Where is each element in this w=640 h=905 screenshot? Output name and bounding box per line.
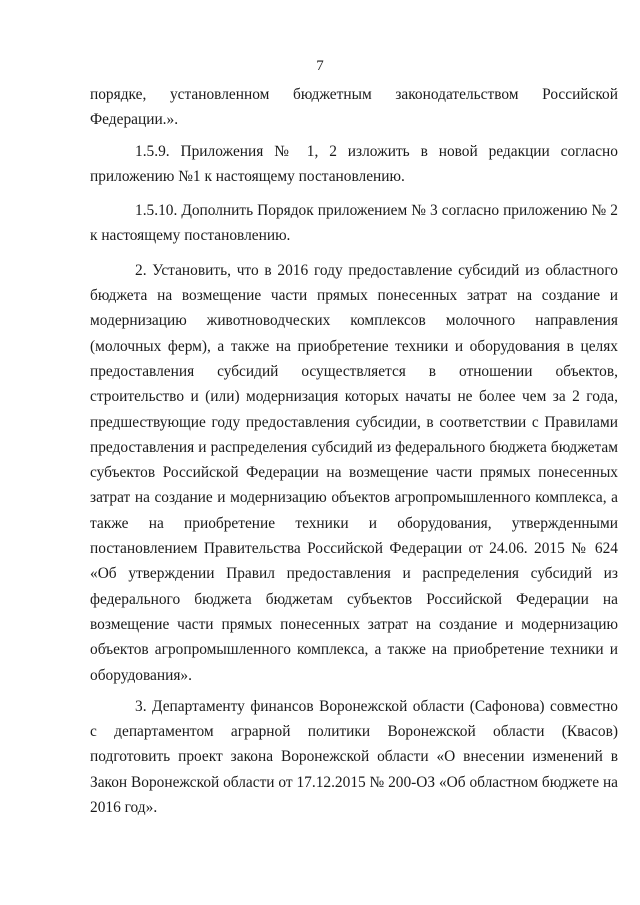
paragraph-3: 3. Департаменту финансов Воронежской области (Сафонова) совместно с департаментом аграрной политики Воронежской области (Квасов) подготовить проект закона Воронежской области «О внесении изменений в Закон Воронежской области от 17.12.2015 № 200-ОЗ «Об областном бюджете на 2016 год». [90, 697, 619, 817]
document-body [90, 82, 622, 820]
page-number: 7 [316, 58, 324, 74]
paragraph-continuation: порядке, установленном бюджетным законодательством Российской Федерации.». [90, 86, 622, 129]
paragraph-2: 2. Установить, что в 2016 году предоставление субсидий из областного бюджета на возмещение части прямых понесенных затрат на создание и модернизацию животноводческих комплексов молочного направления (молочных ферм), а также на приобретение техники и оборудования в целях предоставления субсидий осуществляется в отношении объектов, строительство и (или) модернизация которых начаты не более чем за 2 года, предшествующие году предоставления субсидии, в соответствии с Правилами предоставления и распределения субсидий из федерального бюджета бюджетам субъектов Российской Федерации на возмещение части прямых понесенных затрат на создание и модернизацию объектов агропромышленного комплекса, а также на приобретение техники и оборудования, утвержденными постановлением Правительства Российской Федерации от 24.06. 2015 № 624 «Об утверждении Правил предоставления и распределения субсидий из федерального бюджета бюджетам субъектов Российской Федерации на возмещение части прямых понесенных затрат на создание и модернизацию объектов агропромышленного комплекса, а также на приобретение техники и оборудования». [90, 261, 618, 684]
paragraph-1-5-10: 1.5.10. Дополнить Порядок приложением № 3 согласно приложению № 2 к настоящему постановлению. [90, 202, 618, 245]
paragraph-1-5-9: 1.5.9. Приложения № 1, 2 изложить в новой редакции согласно приложению №1 к настоящему постановлению. [90, 142, 618, 185]
